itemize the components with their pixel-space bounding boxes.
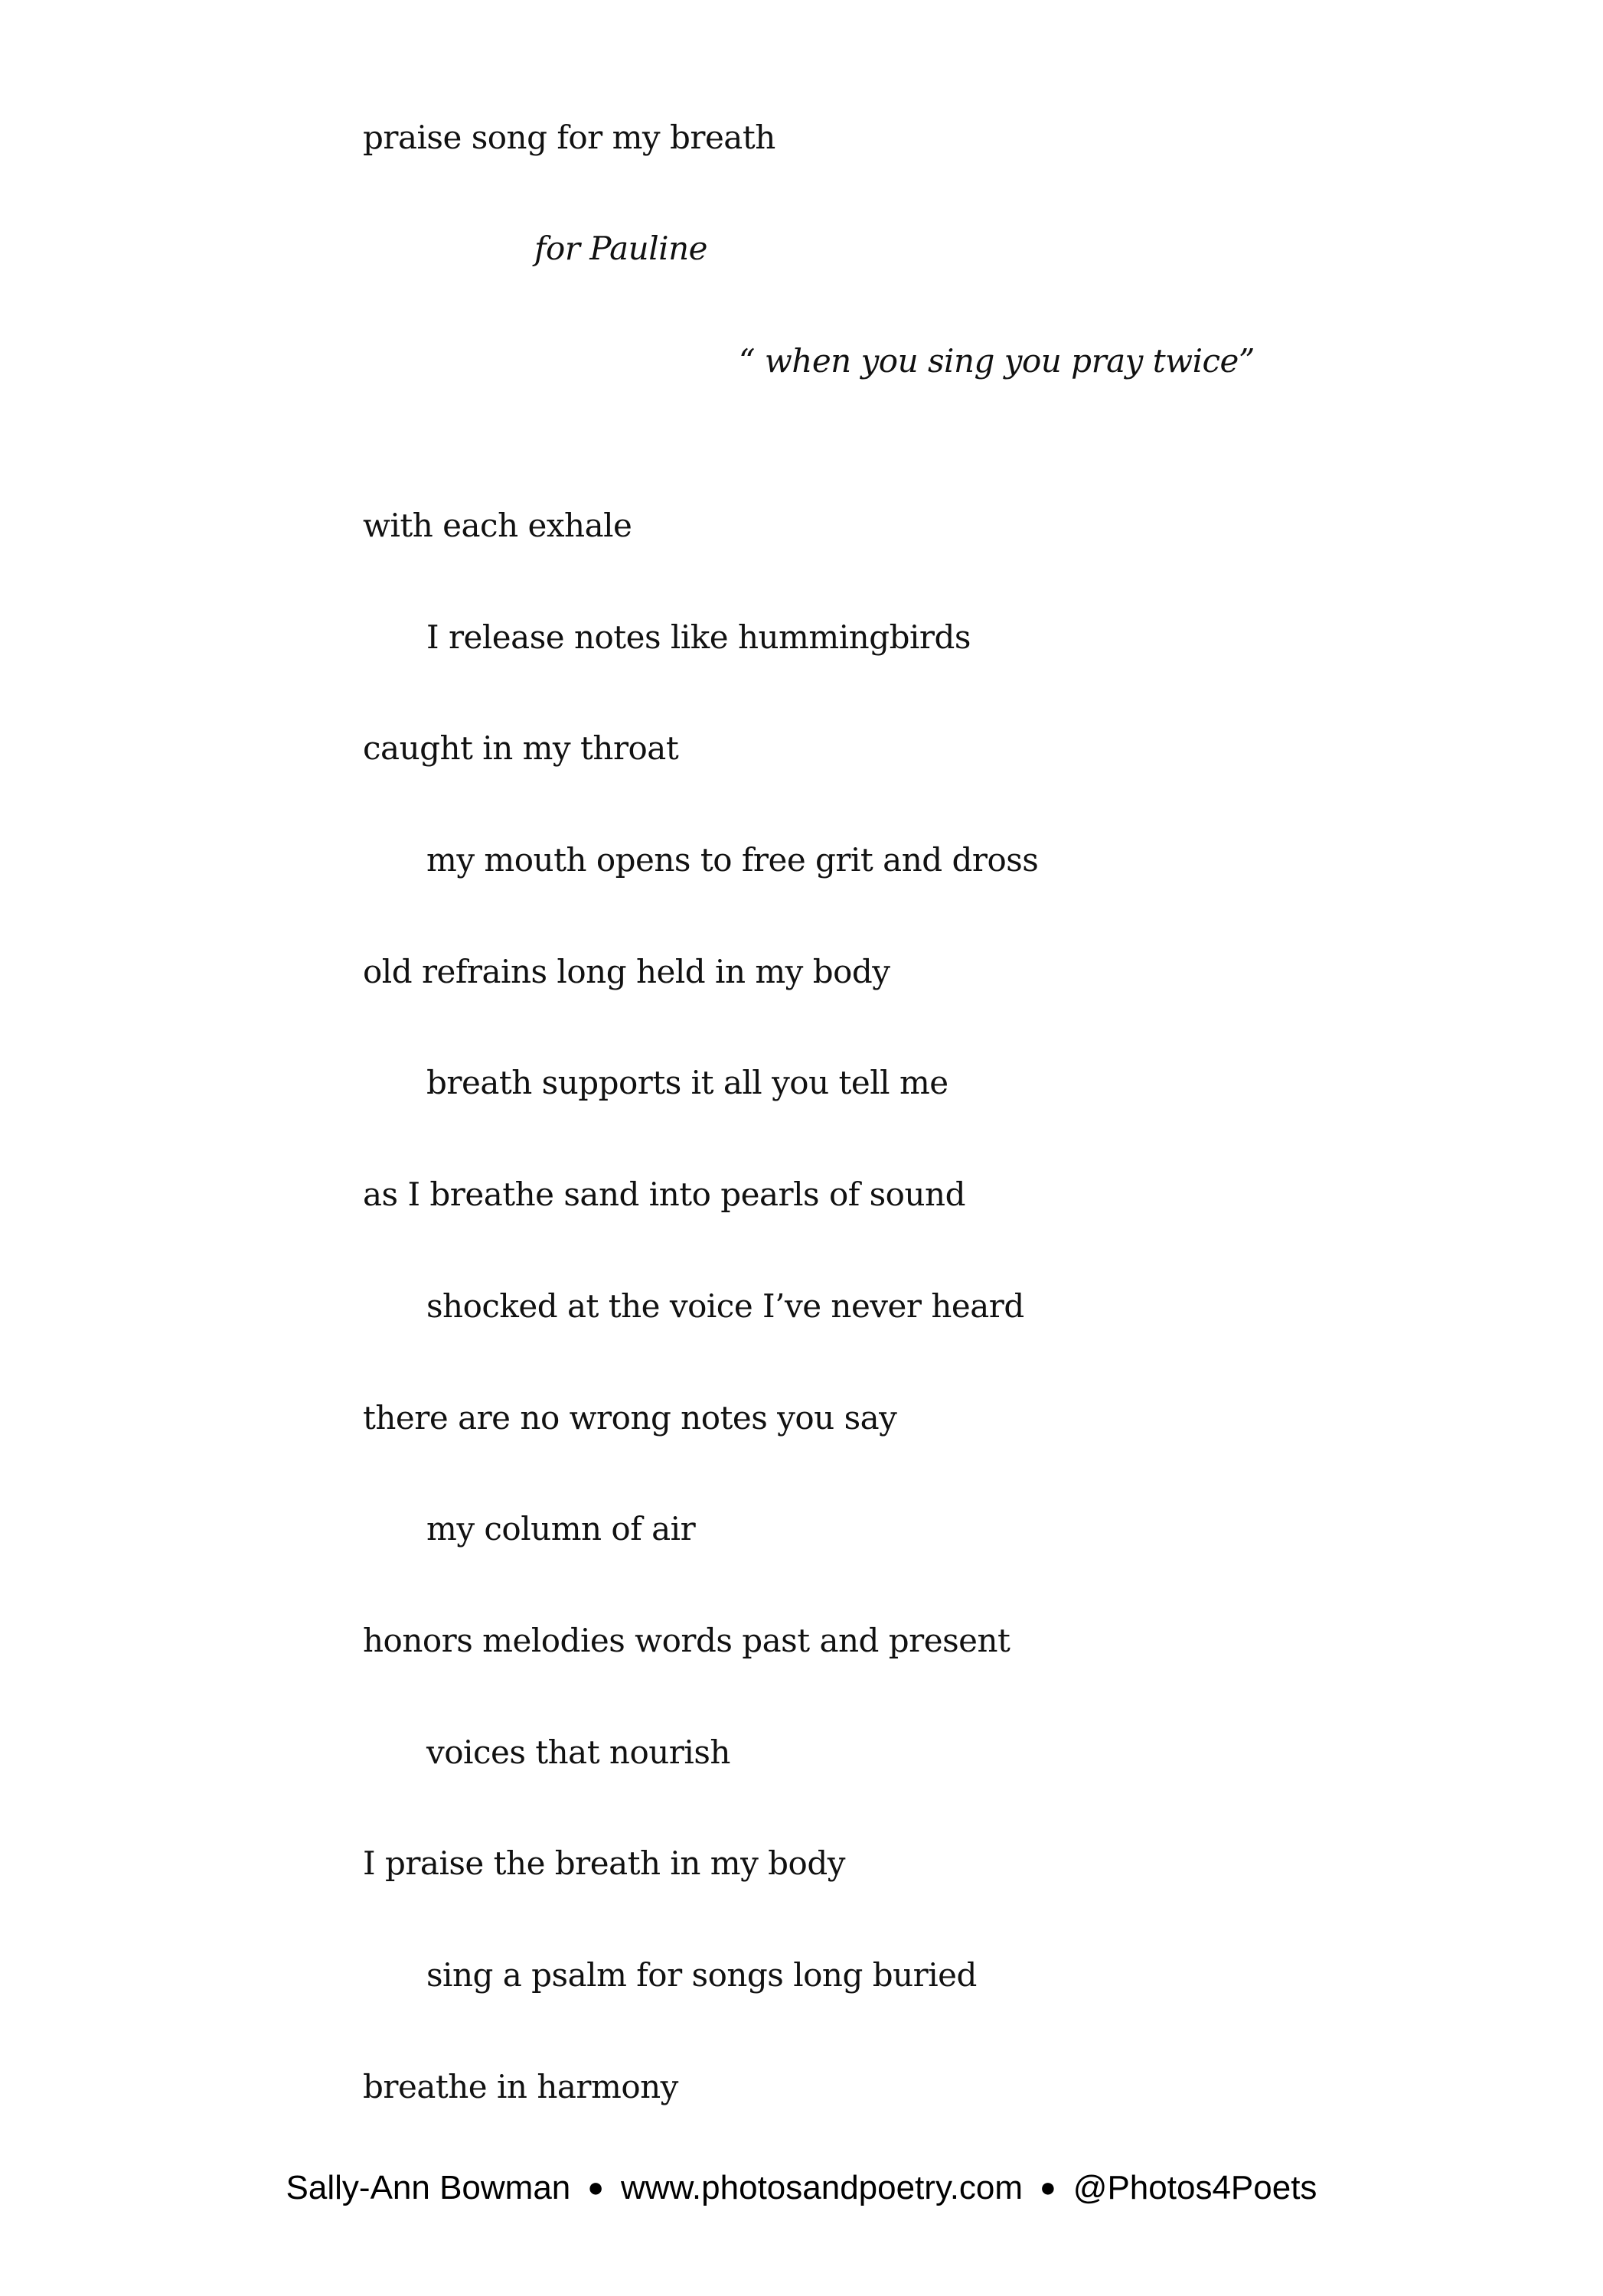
footer-credits	[0, 2167, 1603, 2208]
footer-website[interactable]: www.photosandpoetry.com	[621, 2169, 1024, 2206]
poem-line: with each exhale	[363, 507, 632, 544]
poem-line: voices that nourish	[426, 1733, 730, 1771]
poem-line: I praise the breath in my body	[363, 1844, 845, 1882]
poem-line: my mouth opens to free grit and dross	[426, 841, 1039, 879]
poem-line: old refrains long held in my body	[363, 953, 890, 990]
poem-dedication: for Pauline	[534, 230, 707, 267]
poem-line: breath supports it all you tell me	[426, 1064, 948, 1101]
poem-line: sing a psalm for songs long buried	[426, 1956, 977, 1994]
poem-epigraph: “ when you sing you pray twice”	[739, 342, 1255, 380]
poem-line: caught in my throat	[363, 729, 679, 767]
poem-line: my column of air	[426, 1510, 696, 1548]
footer-separator: ●	[587, 2171, 605, 2203]
poem-line: there are no wrong notes you say	[363, 1399, 897, 1437]
poem-line: honors melodies words past and present	[363, 1622, 1010, 1659]
poem-line: shocked at the voice I’ve never heard	[426, 1287, 1024, 1325]
poem-line: as I breathe sand into pearls of sound	[363, 1176, 965, 1213]
footer-separator: ●	[1040, 2171, 1056, 2203]
footer-author: Sally-Ann Bowman	[286, 2169, 571, 2206]
poem-line: I release notes like hummingbirds	[426, 618, 971, 656]
footer-handle[interactable]: @Photos4Poets	[1072, 2169, 1317, 2206]
poem-line: breathe in harmony	[363, 2068, 678, 2105]
poem-title: praise song for my breath	[363, 119, 775, 156]
